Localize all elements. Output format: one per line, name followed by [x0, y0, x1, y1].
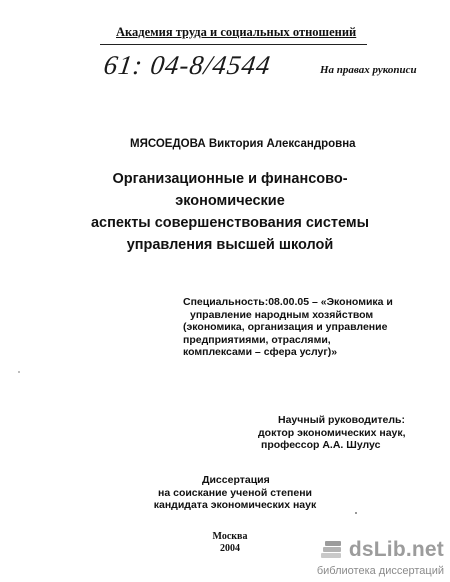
- adviser-line: Научный руководитель:: [278, 414, 405, 426]
- place-and-year: [200, 531, 260, 555]
- academy-name: Академия труда и социальных отношений: [116, 25, 357, 39]
- scan-speck: [355, 512, 357, 514]
- title-line: управления высшей школой: [126, 237, 334, 253]
- degree-line: Диссертация: [202, 474, 270, 486]
- degree-line: на соискание ученой степени: [158, 486, 312, 499]
- header-divider: [100, 44, 367, 45]
- city-name: Москва: [212, 531, 248, 542]
- title-line: экономические: [175, 193, 285, 209]
- specialty-line: управление народным хозяйством: [190, 308, 374, 321]
- adviser-line: доктор экономических наук,: [258, 426, 406, 439]
- watermark-subtitle: библиотека диссертаций: [316, 565, 444, 577]
- degree-line: кандидата экономических наук: [153, 499, 317, 511]
- specialty-line: комплексами – сфера услуг)»: [183, 346, 338, 358]
- specialty-line: (экономика, организация и управление: [183, 321, 388, 333]
- adviser-line: профессор А.А. Шулус: [261, 439, 381, 451]
- book-stack-icon: [319, 539, 345, 561]
- scan-speck: [18, 371, 20, 373]
- title-line: аспекты совершенствования системы: [90, 215, 369, 231]
- dissertation-title: [60, 168, 400, 256]
- specialty-block: [183, 296, 393, 359]
- specialty-line: предприятиями, отраслями,: [183, 333, 331, 346]
- manuscript-rights-label: На правах рукописи: [320, 64, 417, 76]
- author-name: МЯСОЕДОВА Виктория Александровна: [130, 138, 356, 150]
- year: 2004: [220, 543, 240, 554]
- handwritten-registration-number: 61: 04-8/4544: [101, 50, 273, 80]
- title-line: Организационные и финансово-: [112, 171, 348, 187]
- specialty-line: Специальность:08.00.05 – «Экономика и: [183, 296, 393, 308]
- scientific-adviser-block: [258, 414, 406, 452]
- dslib-watermark: [284, 538, 450, 582]
- watermark-logo: dsLib.net: [348, 538, 444, 561]
- dissertation-degree-block: [150, 474, 320, 512]
